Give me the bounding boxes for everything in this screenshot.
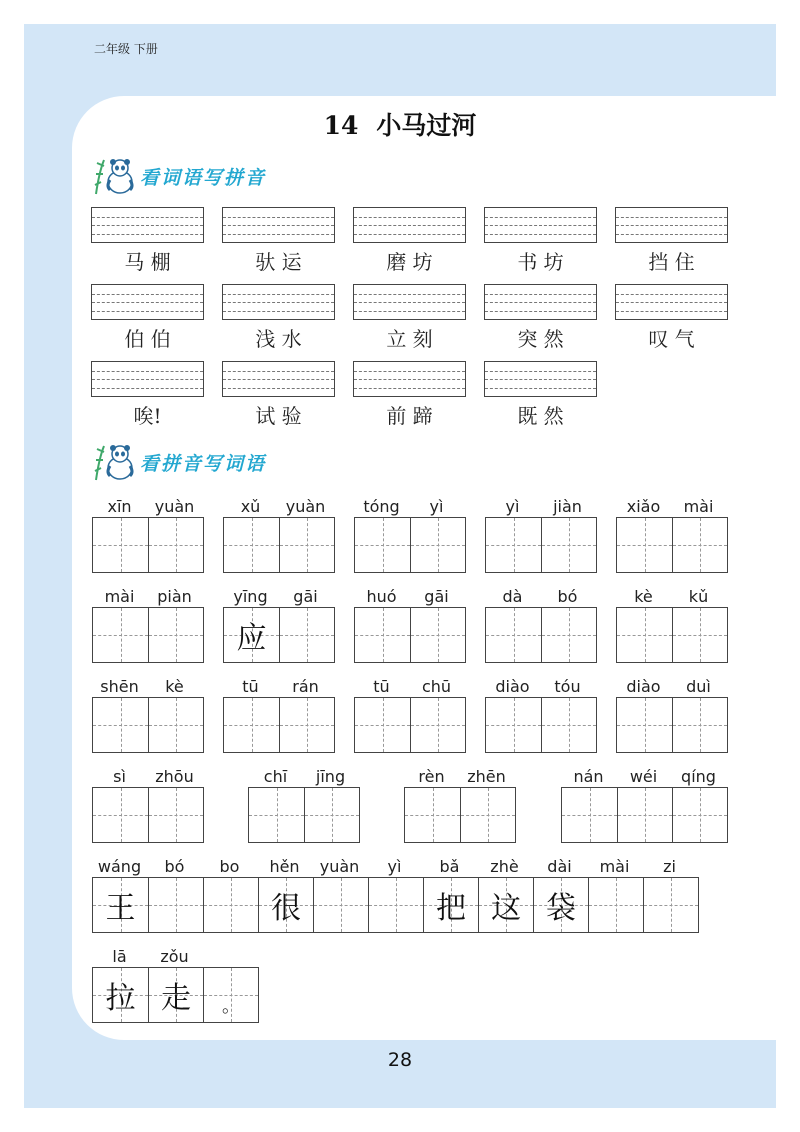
pinyin-label: xǔ — [240, 497, 261, 516]
vocab-word-item — [222, 207, 335, 275]
guide-line — [354, 379, 465, 380]
pinyin-label: chī — [263, 767, 288, 786]
pinyin-label: bó — [164, 857, 185, 876]
guide-line — [280, 635, 334, 636]
pinyin-answer-box[interactable] — [353, 207, 466, 243]
guide-line — [461, 815, 515, 816]
tianzige-grid — [561, 787, 728, 843]
pinyin-label: zǒu — [160, 947, 189, 966]
tianzige-cell[interactable] — [258, 878, 313, 932]
guide-line — [673, 815, 727, 816]
tianzige-grid — [485, 697, 597, 753]
guide-line — [486, 635, 541, 636]
pinyin-answer-box[interactable] — [484, 284, 597, 320]
guide-line — [355, 725, 410, 726]
guide-line — [485, 234, 596, 235]
guide-line — [92, 294, 203, 295]
tianzige-grid — [92, 697, 204, 753]
lesson-name: 小马过河 — [376, 111, 477, 140]
prefilled-character: 拉 — [105, 981, 136, 1016]
section-title: 看词语写拼音 — [140, 166, 267, 189]
guide-line — [93, 635, 148, 636]
tianzige-cell[interactable] — [478, 878, 533, 932]
guide-line — [485, 294, 596, 295]
pinyin-label: kǔ — [688, 587, 709, 606]
guide-line — [354, 234, 465, 235]
word-writing-group — [223, 677, 334, 755]
pinyin-label: yuàn — [285, 497, 326, 516]
guide-line — [280, 725, 334, 726]
pinyin-label: xiǎo — [626, 497, 661, 516]
tianzige-cell[interactable] — [617, 518, 672, 572]
guide-line — [616, 217, 727, 218]
guide-line — [204, 905, 258, 906]
pinyin-label: rèn — [418, 767, 445, 786]
tianzige-cell[interactable] — [279, 698, 334, 752]
lesson-title — [0, 106, 800, 142]
pinyin-label: wéi — [629, 767, 658, 786]
word-writing-group — [92, 587, 203, 665]
guide-line — [354, 311, 465, 312]
tianzige-cell[interactable] — [460, 788, 515, 842]
pinyin-label: jīng — [315, 767, 346, 786]
tianzige-cell[interactable] — [588, 878, 643, 932]
guide-line — [92, 217, 203, 218]
guide-line — [644, 905, 698, 906]
tianzige-grid — [616, 697, 728, 753]
vocab-word: 驮 运 — [255, 250, 302, 274]
grade-header: 二年级 下册 — [94, 42, 158, 56]
guide-line — [354, 217, 465, 218]
guide-line — [223, 302, 334, 303]
pinyin-answer-box[interactable] — [353, 284, 466, 320]
guide-line — [369, 905, 423, 906]
tianzige-cell[interactable] — [148, 518, 203, 572]
tianzige-cell[interactable] — [672, 788, 727, 842]
guide-line — [314, 905, 368, 906]
guide-line — [223, 294, 334, 295]
guide-line — [223, 379, 334, 380]
guide-line — [617, 545, 672, 546]
vocab-word-item — [353, 361, 466, 429]
word-writing-group — [92, 857, 698, 935]
tianzige-cell[interactable] — [410, 698, 465, 752]
guide-line — [616, 311, 727, 312]
pinyin-label: dà — [502, 587, 523, 606]
guide-line — [223, 311, 334, 312]
pinyin-label: yuàn — [154, 497, 195, 516]
pinyin-answer-box[interactable] — [222, 284, 335, 320]
pinyin-label: diào — [626, 677, 661, 696]
pinyin-label: zi — [663, 857, 676, 876]
tianzige-grid — [92, 517, 204, 573]
guide-line — [249, 815, 304, 816]
vocab-word: 马 棚 — [124, 250, 171, 274]
pinyin-label: mài — [104, 587, 135, 606]
word-writing-group — [92, 497, 203, 575]
pinyin-answer-box[interactable] — [484, 207, 597, 243]
pinyin-label: gāi — [424, 587, 449, 606]
guide-line — [485, 302, 596, 303]
tianzige-grid — [616, 607, 728, 663]
guide-line — [92, 379, 203, 380]
guide-line — [673, 635, 727, 636]
tianzige-cell[interactable] — [148, 968, 203, 1022]
section-header-write-words — [92, 442, 266, 482]
guide-line — [92, 302, 203, 303]
pinyin-label: hěn — [269, 857, 300, 876]
pinyin-label: yì — [429, 497, 444, 516]
guide-line — [485, 388, 596, 389]
pinyin-label: tū — [242, 677, 259, 696]
vocab-word: 试 验 — [255, 404, 302, 428]
tianzige-cell[interactable] — [368, 878, 423, 932]
pinyin-label: bǎ — [439, 857, 460, 876]
tianzige-grid — [223, 517, 335, 573]
guide-line — [355, 545, 410, 546]
word-writing-group — [92, 947, 258, 1025]
guide-line — [223, 234, 334, 235]
pinyin-label: rán — [292, 677, 319, 696]
pinyin-label: zhè — [490, 857, 519, 876]
pinyin-label: qíng — [681, 767, 716, 786]
pinyin-label: mài — [683, 497, 714, 516]
pinyin-label: yì — [505, 497, 520, 516]
guide-line — [223, 217, 334, 218]
word-writing-group — [92, 677, 203, 755]
vocab-word: 磨 坊 — [386, 250, 433, 274]
word-writing-group — [248, 767, 359, 845]
guide-line — [673, 725, 727, 726]
word-writing-group — [616, 497, 727, 575]
page-number: 28 — [387, 1049, 413, 1071]
vocab-word-item — [91, 361, 204, 429]
pinyin-answer-box[interactable] — [222, 361, 335, 397]
word-writing-group — [223, 587, 334, 665]
pinyin-label: bo — [219, 857, 240, 876]
tianzige-grid — [354, 697, 466, 753]
pinyin-label: kè — [634, 587, 653, 606]
tianzige-cell[interactable] — [617, 608, 672, 662]
prefilled-character: 走 — [161, 981, 191, 1016]
word-writing-group — [616, 677, 727, 755]
pinyin-label: diào — [495, 677, 530, 696]
tianzige-cell[interactable] — [672, 518, 727, 572]
tianzige-cell[interactable] — [148, 878, 203, 932]
vocab-word-item — [353, 284, 466, 352]
guide-line — [616, 225, 727, 226]
guide-line — [542, 635, 596, 636]
guide-line — [93, 815, 148, 816]
tianzige-cell[interactable] — [672, 608, 727, 662]
tianzige-grid — [92, 877, 699, 933]
vocab-word: 叹 气 — [648, 327, 695, 351]
tianzige-cell[interactable] — [224, 608, 279, 662]
word-writing-group — [354, 587, 465, 665]
tianzige-cell[interactable] — [279, 518, 334, 572]
vocab-word: 挡 住 — [648, 250, 695, 274]
tianzige-grid — [404, 787, 516, 843]
tianzige-cell[interactable] — [148, 608, 203, 662]
guide-line — [405, 815, 460, 816]
lesson-number: 14 — [323, 111, 359, 140]
guide-line — [485, 225, 596, 226]
pinyin-label: jiàn — [553, 497, 582, 516]
vocab-word: 浅 水 — [255, 327, 302, 351]
pinyin-answer-box[interactable] — [91, 284, 204, 320]
tianzige-cell[interactable] — [423, 878, 478, 932]
guide-line — [673, 545, 727, 546]
vocab-word: 书 坊 — [517, 250, 564, 274]
tianzige-cell[interactable] — [148, 788, 203, 842]
tianzige-cell[interactable] — [93, 878, 148, 932]
word-writing-group — [485, 587, 596, 665]
guide-line — [93, 725, 148, 726]
pinyin-answer-box[interactable] — [615, 207, 728, 243]
pinyin-answer-box[interactable] — [91, 361, 204, 397]
guide-line — [485, 379, 596, 380]
pinyin-label: xīn — [107, 497, 132, 516]
pinyin-label: gāi — [293, 587, 318, 606]
pinyin-label: zhēn — [467, 767, 506, 786]
guide-line — [616, 234, 727, 235]
guide-line — [224, 545, 279, 546]
guide-line — [617, 635, 672, 636]
guide-line — [92, 234, 203, 235]
vocab-word-item — [353, 207, 466, 275]
vocab-word: 突 然 — [517, 327, 564, 351]
pinyin-label: mài — [599, 857, 630, 876]
section-header-read-words — [92, 156, 266, 196]
word-writing-group — [92, 767, 203, 845]
pinyin-label: duì — [686, 677, 711, 696]
tianzige-cell[interactable] — [562, 788, 617, 842]
guide-line — [618, 815, 672, 816]
pinyin-label: sì — [113, 767, 126, 786]
tianzige-cell[interactable] — [672, 698, 727, 752]
tianzige-cell[interactable] — [224, 518, 279, 572]
tianzige-cell[interactable] — [148, 698, 203, 752]
guide-line — [411, 635, 465, 636]
vocab-word-item — [484, 284, 597, 352]
guide-line — [411, 545, 465, 546]
word-writing-group — [354, 497, 465, 575]
tianzige-cell[interactable] — [355, 698, 410, 752]
guide-line — [305, 815, 359, 816]
word-writing-group — [354, 677, 465, 755]
pinyin-label: yì — [387, 857, 402, 876]
word-writing-group — [616, 587, 727, 665]
guide-line — [149, 905, 203, 906]
tianzige-cell[interactable] — [541, 608, 596, 662]
tianzige-cell[interactable] — [643, 878, 698, 932]
tianzige-cell[interactable] — [617, 698, 672, 752]
guide-line — [223, 225, 334, 226]
tianzige-cell[interactable] — [355, 608, 410, 662]
vocab-word-item — [91, 284, 204, 352]
tianzige-cell[interactable] — [410, 608, 465, 662]
tianzige-grid — [248, 787, 360, 843]
prefilled-character: 应 — [236, 621, 267, 656]
word-writing-group — [485, 497, 596, 575]
guide-line — [486, 725, 541, 726]
guide-line — [223, 388, 334, 389]
vocab-word: 立 刻 — [386, 327, 433, 351]
guide-line — [280, 545, 334, 546]
tianzige-cell[interactable] — [93, 698, 148, 752]
tianzige-cell[interactable] — [249, 788, 304, 842]
pinyin-label: dài — [547, 857, 572, 876]
word-writing-group — [223, 497, 334, 575]
guide-line — [92, 225, 203, 226]
pinyin-label: piàn — [157, 587, 192, 606]
pinyin-label: nán — [573, 767, 604, 786]
tianzige-cell[interactable] — [541, 698, 596, 752]
tianzige-cell[interactable] — [203, 968, 258, 1022]
prefilled-character: 。 — [222, 996, 240, 1017]
pinyin-label: tóng — [363, 497, 400, 516]
tianzige-cell[interactable] — [486, 698, 541, 752]
vocab-word-item — [615, 284, 728, 352]
guide-line — [589, 905, 643, 906]
tianzige-cell[interactable] — [93, 968, 148, 1022]
pinyin-answer-box[interactable] — [91, 207, 204, 243]
pinyin-label: wáng — [97, 857, 142, 876]
pinyin-label: kè — [165, 677, 184, 696]
pinyin-label: huó — [366, 587, 397, 606]
vocab-word-item — [222, 361, 335, 429]
tianzige-grid — [485, 517, 597, 573]
guide-line — [93, 545, 148, 546]
guide-line — [616, 302, 727, 303]
tianzige-grid — [354, 607, 466, 663]
panda-mascot-icon — [92, 156, 138, 196]
guide-line — [92, 371, 203, 372]
pinyin-answer-box[interactable] — [222, 207, 335, 243]
tianzige-cell[interactable] — [355, 518, 410, 572]
pinyin-label: yuàn — [319, 857, 360, 876]
pinyin-answer-box[interactable] — [353, 361, 466, 397]
tianzige-cell[interactable] — [224, 698, 279, 752]
tianzige-cell[interactable] — [313, 878, 368, 932]
guide-line — [485, 311, 596, 312]
tianzige-cell[interactable] — [486, 608, 541, 662]
vocab-word-item — [484, 361, 597, 429]
guide-line — [354, 302, 465, 303]
pinyin-label: chū — [421, 677, 452, 696]
tianzige-cell[interactable] — [93, 518, 148, 572]
pinyin-label: yīng — [233, 587, 268, 606]
guide-line — [354, 294, 465, 295]
guide-line — [542, 725, 596, 726]
guide-line — [354, 225, 465, 226]
tianzige-cell[interactable] — [304, 788, 359, 842]
guide-line — [486, 545, 541, 546]
vocab-word-item — [615, 207, 728, 275]
guide-line — [617, 725, 672, 726]
tianzige-cell[interactable] — [279, 608, 334, 662]
pinyin-label: tóu — [554, 677, 581, 696]
pinyin-label: bó — [557, 587, 578, 606]
pinyin-answer-box[interactable] — [484, 361, 597, 397]
guide-line — [149, 725, 203, 726]
prefilled-character: 把 — [436, 891, 466, 926]
vocab-word: 前 蹄 — [386, 404, 433, 428]
vocab-word: 唉! — [133, 404, 162, 428]
tianzige-grid — [616, 517, 728, 573]
tianzige-cell[interactable] — [486, 518, 541, 572]
vocab-word-item — [91, 207, 204, 275]
tianzige-cell[interactable] — [410, 518, 465, 572]
tianzige-grid — [223, 607, 335, 663]
guide-line — [149, 635, 203, 636]
guide-line — [224, 725, 279, 726]
tianzige-grid — [92, 607, 204, 663]
guide-line — [355, 635, 410, 636]
tianzige-cell[interactable] — [533, 878, 588, 932]
tianzige-cell[interactable] — [203, 878, 258, 932]
vocab-word-item — [484, 207, 597, 275]
guide-line — [485, 371, 596, 372]
vocab-word-item — [222, 284, 335, 352]
prefilled-character: 王 — [105, 891, 136, 926]
word-writing-group — [561, 767, 727, 845]
guide-line — [92, 311, 203, 312]
tianzige-grid — [92, 967, 259, 1023]
tianzige-cell[interactable] — [541, 518, 596, 572]
panda-mascot-icon — [92, 442, 138, 482]
pinyin-label: zhōu — [155, 767, 194, 786]
tianzige-grid — [223, 697, 335, 753]
tianzige-cell[interactable] — [617, 788, 672, 842]
tianzige-cell[interactable] — [93, 788, 148, 842]
prefilled-character: 这 — [491, 891, 521, 926]
word-writing-group — [485, 677, 596, 755]
guide-line — [92, 388, 203, 389]
guide-line — [616, 294, 727, 295]
vocab-word: 伯 伯 — [124, 327, 171, 351]
prefilled-character: 很 — [271, 891, 301, 926]
pinyin-label: tū — [373, 677, 390, 696]
tianzige-grid — [485, 607, 597, 663]
guide-line — [354, 388, 465, 389]
guide-line — [354, 371, 465, 372]
pinyin-label: shēn — [100, 677, 139, 696]
pinyin-label: lā — [112, 947, 127, 966]
tianzige-grid — [354, 517, 466, 573]
guide-line — [411, 725, 465, 726]
guide-line — [149, 545, 203, 546]
guide-line — [223, 371, 334, 372]
guide-line — [485, 217, 596, 218]
tianzige-cell[interactable] — [93, 608, 148, 662]
tianzige-cell[interactable] — [405, 788, 460, 842]
tianzige-grid — [92, 787, 204, 843]
vocab-word: 既 然 — [517, 404, 564, 428]
prefilled-character: 袋 — [546, 891, 576, 926]
pinyin-answer-box[interactable] — [615, 284, 728, 320]
guide-line — [149, 815, 203, 816]
word-writing-group — [404, 767, 515, 845]
guide-line — [542, 545, 596, 546]
guide-line — [562, 815, 617, 816]
section-title: 看拼音写词语 — [140, 452, 267, 475]
